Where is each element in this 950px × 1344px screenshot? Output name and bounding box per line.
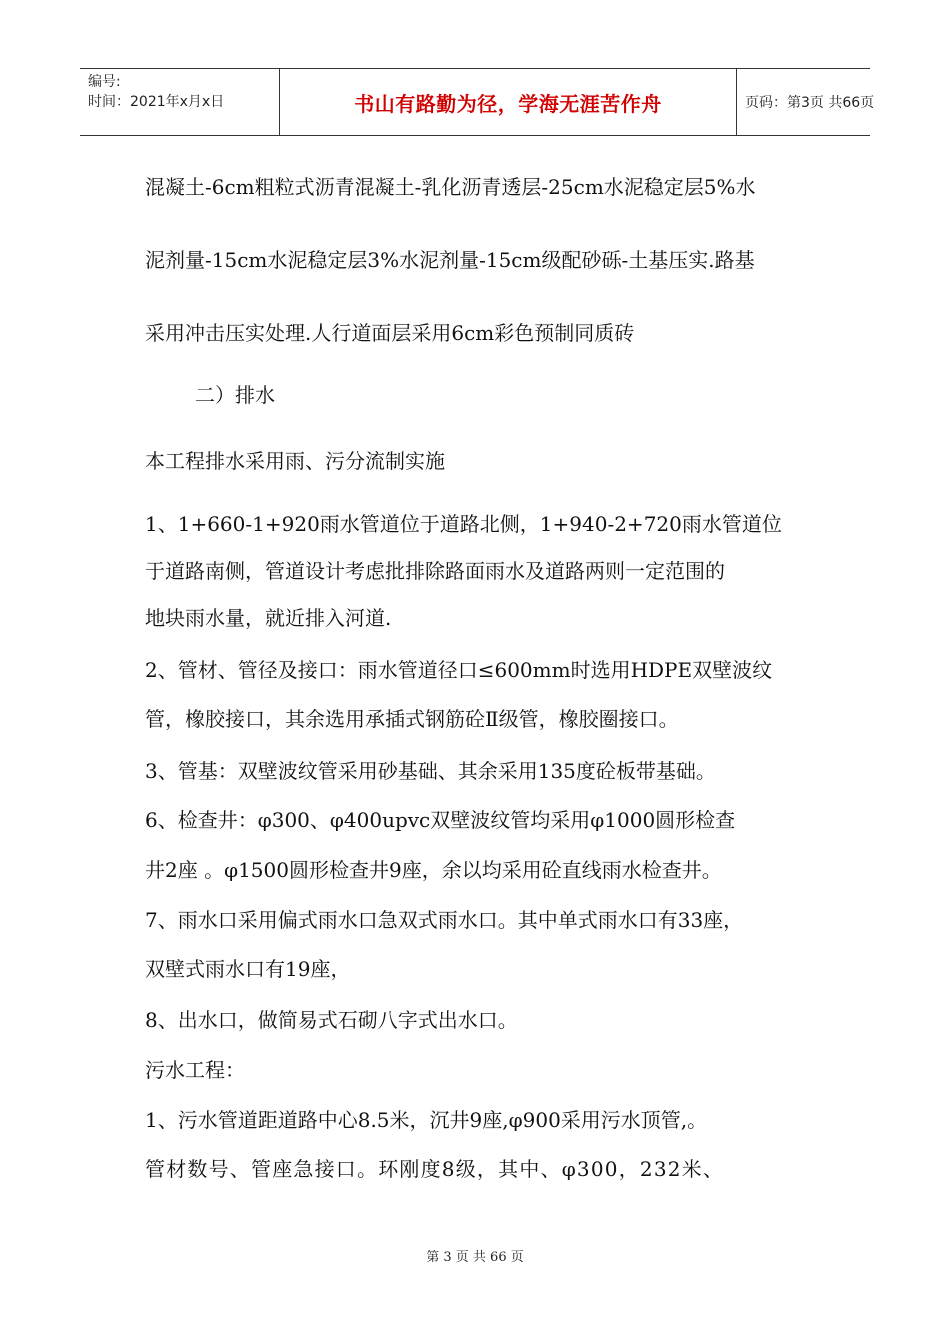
body-line: 本工程排水采用雨、污分流制实施 [145, 449, 445, 473]
document-date-label: 时间：2021年x月x日 [88, 94, 225, 110]
body-line: 8、出水口，做简易式石砌八字式出水口。 [145, 1008, 518, 1032]
body-line: 泥剂量-15cm水泥稳定层3%水泥剂量-15cm级配砂砾-土基压实.路基 [145, 248, 755, 272]
header-motto: 书山有路勤为径，学海无涯苦作舟 [280, 69, 737, 135]
section-heading: 二）排水 [195, 383, 275, 407]
document-code-label: 编号: [88, 74, 121, 90]
body-line: 3、管基：双壁波纹管采用砂基础、其余采用135度砼板带基础。 [145, 759, 716, 783]
header-meta-cell [80, 69, 280, 135]
page-footer: 第 3 页 共 66 页 [426, 1250, 524, 1265]
body-line: 污水工程： [145, 1058, 245, 1082]
body-line: 6、检查井：φ300、φ400upvc双壁波纹管均采用φ1000圆形检查 [145, 808, 736, 832]
document-header [80, 68, 875, 136]
body-line: 地块雨水量，就近排入河道. [145, 606, 392, 630]
body-line: 管，橡胶接口，其余选用承插式钢筋砼Ⅱ级管，橡胶圈接口。 [145, 707, 679, 731]
header-page-info: 页码：第3页 共66页 [745, 95, 875, 111]
body-line: 7、雨水口采用偏式雨水口急双式雨水口。其中单式雨水口有33座， [145, 908, 744, 932]
body-line: 1、1+660-1+920雨水管道位于道路北侧，1+940-2+720雨水管道位 [145, 512, 782, 536]
body-line: 1、污水管道距道路中心8.5米，沉井9座,φ900采用污水顶管,。 [145, 1108, 708, 1132]
body-line: 2、管材、管径及接口：雨水管道径口≤600mm时选用HDPE双壁波纹 [145, 658, 773, 682]
body-line: 井2座 。φ1500圆形检查井9座，余以均采用砼直线雨水检查井。 [145, 858, 722, 882]
body-line: 于道路南侧，管道设计考虑批排除路面雨水及道路两则一定范围的 [145, 559, 725, 583]
body-line: 双壁式雨水口有19座， [145, 957, 351, 981]
body-line: 采用冲击压实处理.人行道面层采用6cm彩色预制同质砖 [145, 321, 635, 345]
body-line: 管材数号、管座急接口。环刚度8级，其中、φ300，232米、 [145, 1157, 725, 1181]
body-line: 混凝土-6cm粗粒式沥青混凝土-乳化沥青透层-25cm水泥稳定层5%水 [145, 175, 756, 199]
